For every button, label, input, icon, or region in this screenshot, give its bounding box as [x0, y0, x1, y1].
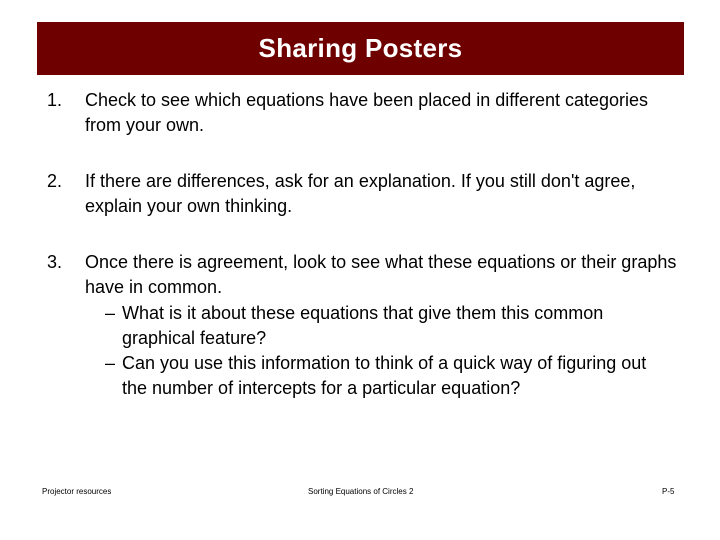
item-text: Once there is agreement, look to see what these equations or their graphs have in common.: [85, 252, 677, 297]
sub-list: [47, 301, 667, 401]
footer-center: Sorting Equations of Circles 2: [308, 487, 414, 496]
footer-page-number: P-5: [662, 487, 675, 496]
slide-title: Sharing Posters: [258, 33, 463, 63]
item-text: Check to see which equations have been placed in different categories from your own.: [85, 90, 649, 135]
item-number: 2.: [47, 171, 63, 191]
list-item-3: [47, 250, 687, 300]
item-text: If there are differences, ask for an explanation. If you still don't agree, explain your own thinking.: [85, 171, 636, 216]
sub-item-1: [105, 301, 667, 351]
sub-item-2: [105, 351, 667, 401]
dash-bullet: –: [105, 353, 116, 373]
sub-item-text: What is it about these equations that give them this common graphical feature?: [122, 303, 604, 348]
sub-item-text: Can you use this information to think of a quick way of figuring out the number of intercepts for a particular equation?: [122, 353, 647, 398]
item-number: 3.: [47, 252, 63, 272]
item-number: 1.: [47, 90, 63, 110]
footer-left: Projector resources: [42, 487, 112, 496]
title-banner: [37, 22, 684, 75]
dash-bullet: –: [105, 303, 116, 323]
list-item-1: [47, 88, 687, 138]
list-item-2: [47, 169, 687, 219]
